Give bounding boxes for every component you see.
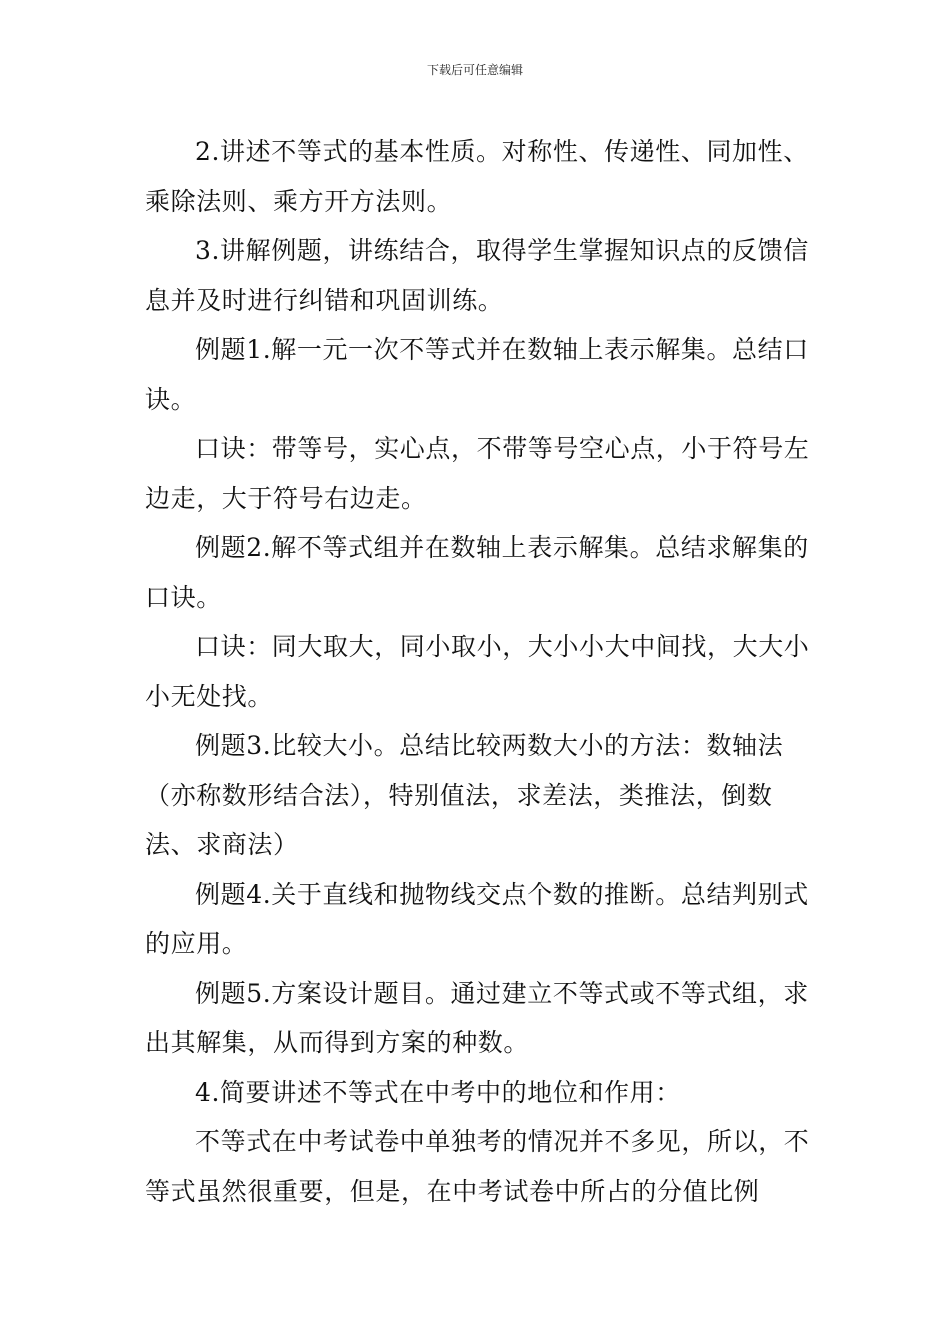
paragraph-example-4: 例题4.关于直线和抛物线交点个数的推断。总结判别式的应用。 (145, 879, 809, 958)
paragraph-property-summary: 2.讲述不等式的基本性质。对称性、传递性、同加性、乘除法则、乘方开方法则。 (145, 137, 809, 216)
paragraph-example-5: 例题5.方案设计题目。通过建立不等式或不等式组，求出其解集，从而得到方案的种数。 (145, 978, 809, 1057)
paragraph-mnemonic-1: 口诀：带等号，实心点，不带等号空心点，小于符号左边走，大于符号右边走。 (145, 434, 810, 513)
paragraph-exam-role-body: 不等式在中考试卷中单独考的情况并不多见，所以，不等式虽然很重要，但是，在中考试卷中所占的分值比例 (145, 1127, 810, 1206)
paragraph-example-3: 例题3.比较大小。总结比较两数大小的方法：数轴法（亦称数形结合法），特别值法，求差法，类推法，倒数法、求商法） (145, 731, 784, 859)
paragraph-exam-role-heading: 4.简要讲述不等式在中考中的地位和作用： (195, 1077, 681, 1107)
paragraph-example-2: 例题2.解不等式组并在数轴上表示解集。总结求解集的口诀。 (145, 533, 809, 612)
page-header: 下载后可任意编辑 (426, 63, 523, 77)
document-body (145, 127, 810, 1216)
paragraph-example-explanation: 3.讲解例题，讲练结合，取得学生掌握知识点的反馈信息并及时进行纠错和巩固训练。 (145, 236, 809, 315)
paragraph-example-1: 例题1.解一元一次不等式并在数轴上表示解集。总结口诀。 (145, 335, 809, 414)
paragraph-mnemonic-2: 口诀：同大取大，同小取小，大小小大中间找，大大小小无处找。 (145, 632, 810, 711)
